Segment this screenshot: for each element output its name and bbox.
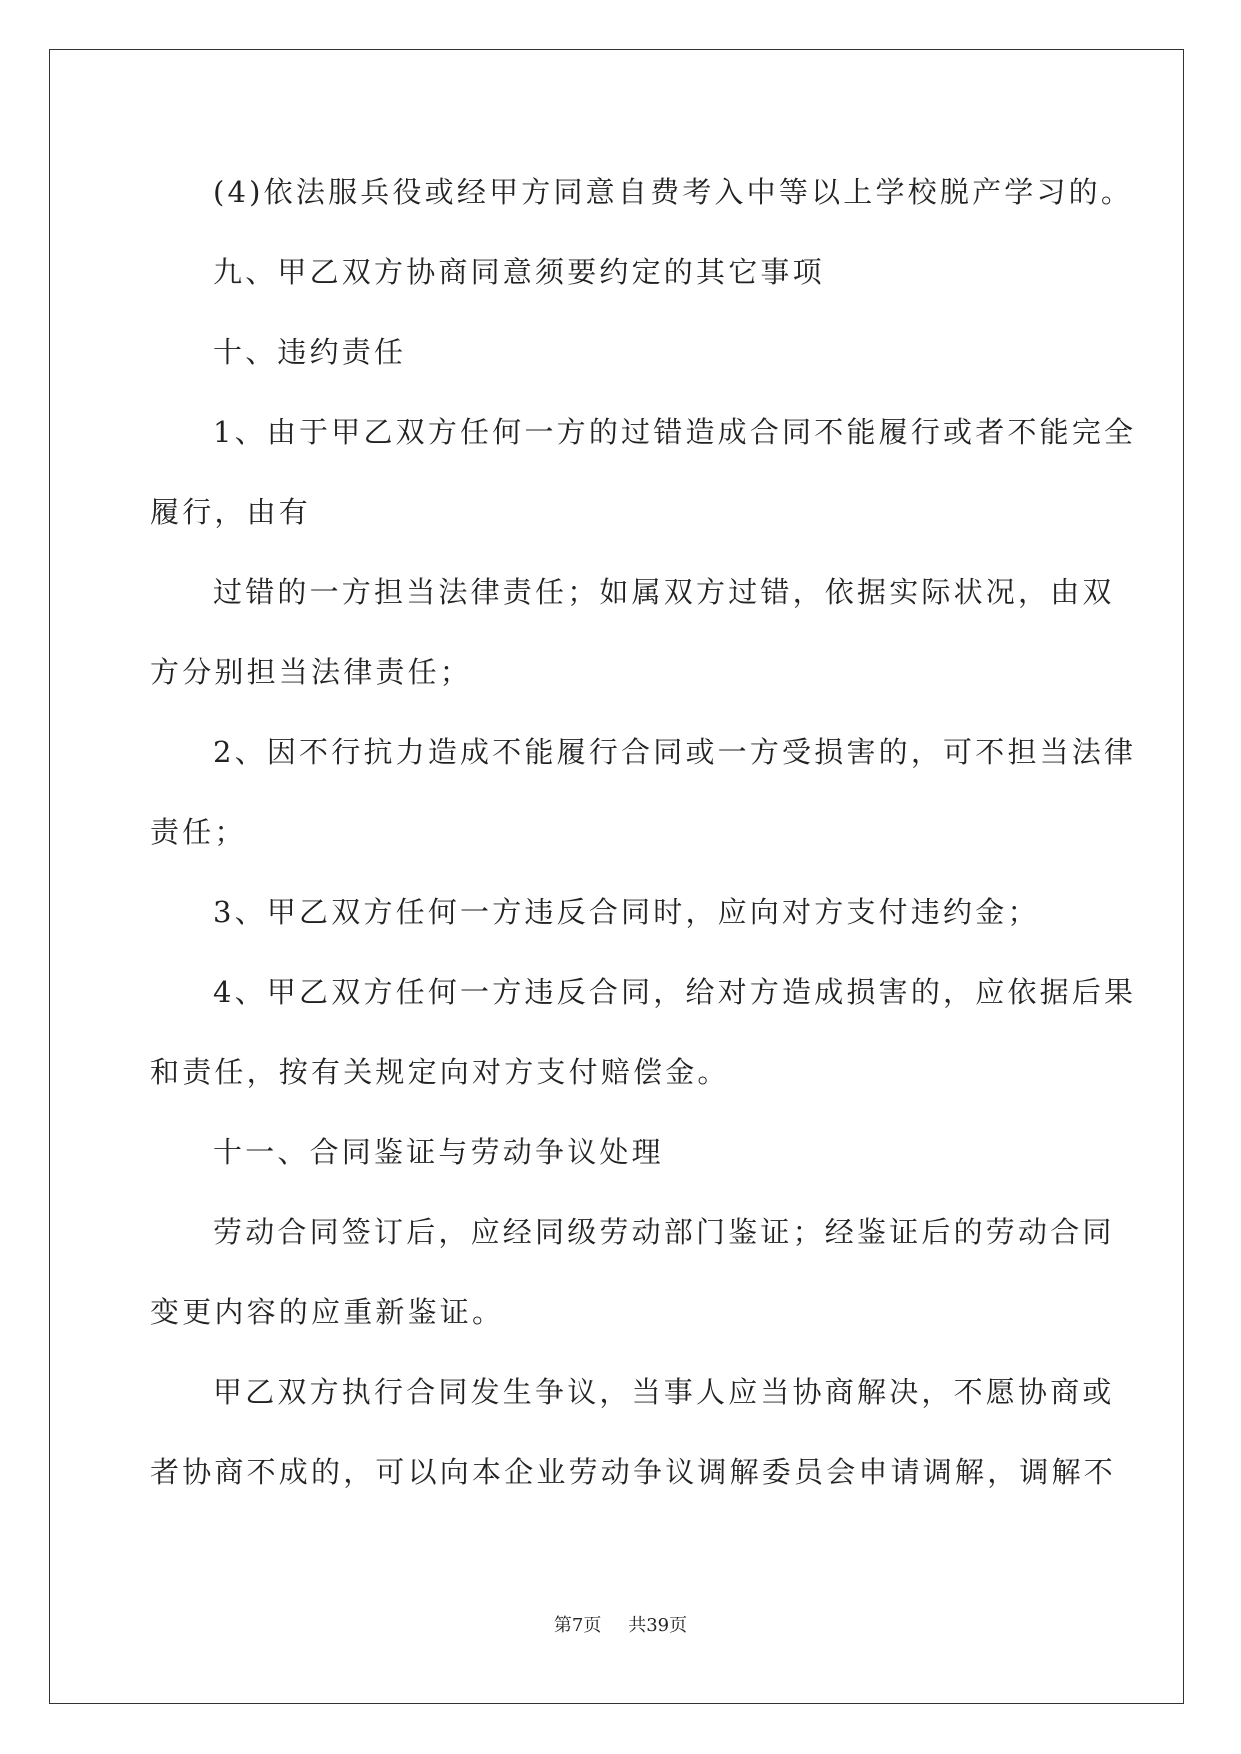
paragraph-line: 过错的一方担当法律责任；如属双方过错，依据实际状况，由双 [213, 575, 1115, 609]
paragraph-line: 4、甲乙双方任何一方违反合同，给对方造成损害的，应依据后果 [213, 975, 1137, 1009]
section-heading: 九、甲乙双方协商同意须要约定的其它事项 [213, 255, 825, 289]
paragraph-line: (4)依法服兵役或经甲方同意自费考入中等以上学校脱产学习的。 [213, 175, 1134, 209]
paragraph-line: 方分别担当法律责任； [150, 655, 473, 689]
total-pages: 共39页 [628, 1615, 688, 1636]
page-number: 第7页 [553, 1615, 602, 1636]
paragraph-line: 3、甲乙双方任何一方违反合同时，应向对方支付违约金； [213, 895, 1040, 929]
paragraph-line: 责任； [150, 815, 247, 849]
paragraph-line: 变更内容的应重新鉴证。 [150, 1295, 505, 1329]
section-heading: 十、违约责任 [213, 335, 407, 369]
paragraph-line: 甲乙双方执行合同发生争议，当事人应当协商解决，不愿协商或 [213, 1375, 1115, 1409]
section-heading: 十一、合同鉴证与劳动争议处理 [213, 1135, 664, 1169]
paragraph-line: 2、因不行抗力造成不能履行合同或一方受损害的，可不担当法律 [213, 735, 1137, 769]
paragraph-line: 履行，由有 [150, 495, 312, 529]
paragraph-line: 1、由于甲乙双方任何一方的过错造成合同不能履行或者不能完全 [213, 415, 1137, 449]
paragraph-line: 劳动合同签订后，应经同级劳动部门鉴证；经鉴证后的劳动合同 [213, 1215, 1115, 1249]
page-footer [0, 1614, 1241, 1638]
paragraph-line: 者协商不成的，可以向本企业劳动争议调解委员会申请调解，调解不 [150, 1455, 1117, 1489]
paragraph-line: 和责任，按有关规定向对方支付赔偿金。 [150, 1055, 730, 1089]
